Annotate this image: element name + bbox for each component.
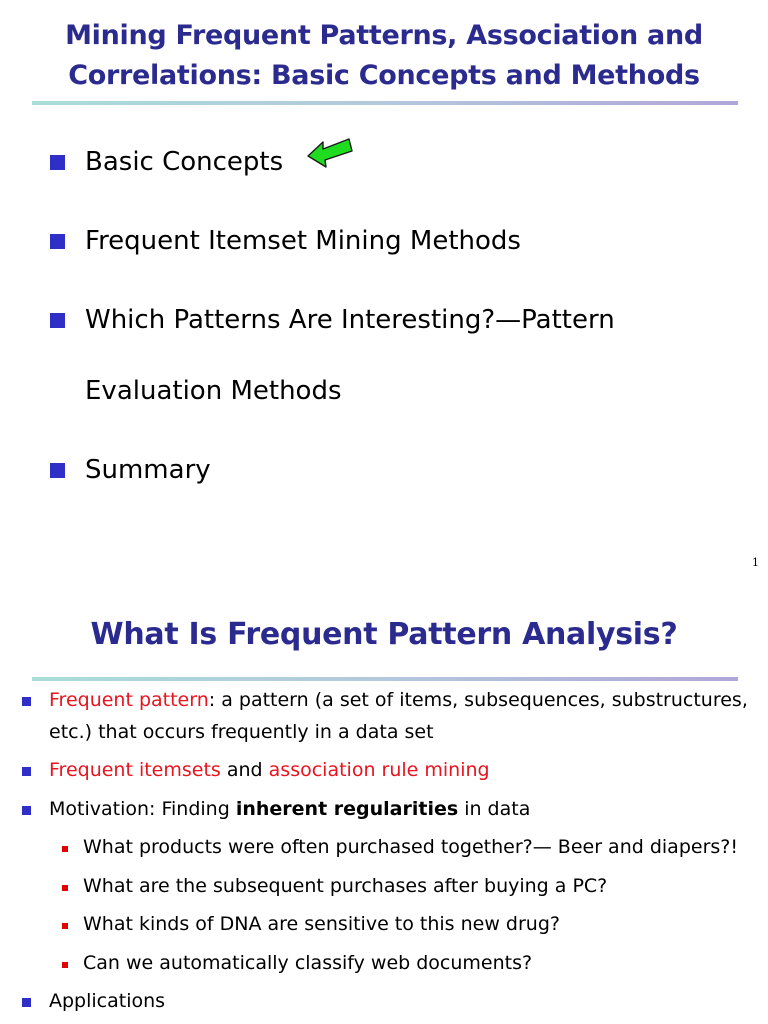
slide-1-title-line-2: Correlations: Basic Concepts and Methods (68, 60, 700, 91)
sub-bullet (83, 950, 532, 976)
bullet-square-icon (50, 155, 65, 170)
sub-bullet-text: What kinds of DNA are sensitive to this new drug? (83, 913, 560, 935)
slide-2 (0, 590, 768, 1024)
sub-bullet (83, 834, 738, 860)
left-arrow-icon (305, 134, 355, 170)
bullet-text: etc.) that occurs frequently in a data set (49, 721, 434, 743)
title-divider (32, 101, 738, 105)
bullet-frequent-pattern (49, 687, 748, 713)
bullet-square-icon (62, 885, 68, 891)
term-frequent-pattern: Frequent pattern (49, 689, 209, 711)
bullet-square-icon (50, 313, 65, 328)
bullet-square-icon (50, 463, 65, 478)
bullet-text: and (220, 759, 269, 781)
term-association-rule-mining: association rule mining (268, 759, 490, 781)
bullet-square-icon (50, 234, 65, 249)
sub-bullet-text: What products were often purchased together?— Beer and diapers?! (83, 836, 738, 858)
slide-1-title (0, 16, 768, 96)
bullet-square-icon (22, 767, 31, 776)
bullet-square-icon (22, 697, 31, 706)
title-divider (32, 677, 738, 681)
bullet-square-icon (22, 806, 31, 815)
sub-bullet-text: Can we automatically classify web documents? (83, 952, 533, 974)
outline-item-label: Which Patterns Are Interesting?—Pattern (85, 305, 615, 335)
sub-bullet-text: What are the subsequent purchases after buying a PC? (83, 875, 608, 897)
slide-1-title-line-1: Mining Frequent Patterns, Association and (65, 20, 703, 51)
slide-2-title: What Is Frequent Pattern Analysis? (90, 617, 678, 652)
outline-item-label: Basic Concepts (85, 147, 284, 177)
bullet-square-icon (62, 923, 68, 929)
bullet-text: in data (458, 798, 531, 820)
bullet-text: Motivation: Finding (49, 798, 236, 820)
bullet-frequent-pattern-continued (49, 719, 434, 745)
term-frequent-itemsets: Frequent itemsets (49, 759, 221, 781)
bullet-square-icon (22, 998, 31, 1007)
bullet-text: Applications (49, 990, 166, 1012)
bullet-square-icon (62, 846, 68, 852)
bullet-square-icon (62, 962, 68, 968)
page-number: 1 (752, 556, 759, 569)
outline-item-label: Frequent Itemset Mining Methods (85, 226, 521, 256)
bullet-frequent-itemsets (49, 757, 490, 783)
bullet-text: : a pattern (a set of items, subsequences, substructures, (208, 689, 748, 711)
bullet-applications (49, 988, 165, 1014)
outline-item-label: Summary (85, 455, 211, 485)
bullet-motivation (49, 796, 530, 822)
sub-bullet (83, 873, 607, 899)
sub-bullet (83, 911, 560, 937)
outline-item-label-continued: Evaluation Methods (85, 376, 342, 406)
term-inherent-regularities: inherent regularities (235, 798, 459, 820)
